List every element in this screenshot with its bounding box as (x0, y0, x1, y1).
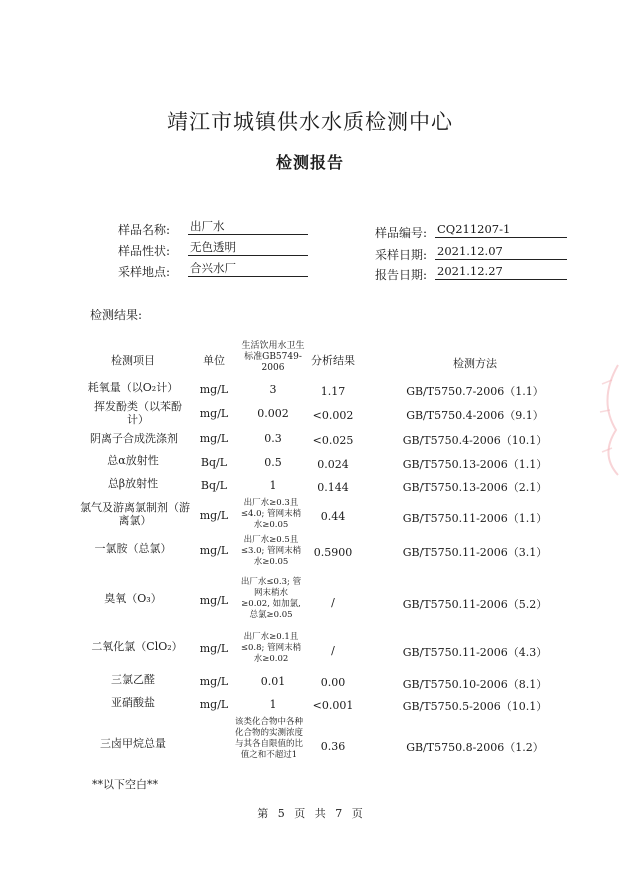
report-subtitle: 检测报告 (275, 153, 344, 172)
table-row-standard: 该类化合物中各种化合物的实测浓度与其各自限值的比值之和不超过1 (234, 717, 303, 760)
table-row-method: GB/T5750.11-2006（3.1） (402, 546, 548, 559)
table-row-method: GB/T5750.11-2006（4.3） (402, 646, 548, 659)
sample-date-label: 采样日期: (375, 248, 428, 262)
table-row-result: 0.5900 (313, 546, 353, 559)
table-row-result: <0.025 (312, 434, 354, 447)
table-row-method: GB/T5750.5-2006（10.1） (402, 700, 548, 713)
table-row-standard: 出厂水≥0.1且≤0.8; 管网末梢水≥0.02 (240, 632, 302, 664)
table-row-result: / (331, 644, 335, 657)
header-item: 检测项目 (111, 354, 155, 367)
table-row-unit: mg/L (199, 675, 229, 688)
table-row-result: 0.00 (320, 676, 346, 689)
table-row-standard: 0.01 (260, 675, 286, 688)
header-method: 检测方法 (453, 357, 497, 370)
table-row-item: 三氯乙醛 (111, 673, 155, 686)
table-row-standard: 0.5 (264, 456, 282, 469)
table-row-standard: 3 (269, 383, 277, 396)
table-row-unit: mg/L (199, 509, 229, 522)
table-row-standard: 0.3 (264, 432, 282, 445)
table-row-method: GB/T5750.11-2006（1.1） (402, 512, 548, 525)
table-row-result: 0.024 (317, 458, 349, 471)
table-row-unit: mg/L (199, 594, 229, 607)
page-title: 靖江市城镇供水水质检测中心 (167, 110, 453, 134)
table-row-unit: mg/L (199, 383, 229, 396)
table-row-result: 0.36 (320, 740, 346, 753)
header-unit: 单位 (203, 354, 225, 367)
table-row-method: GB/T5750.7-2006（1.1） (406, 385, 544, 398)
table-row-unit: mg/L (199, 432, 229, 445)
table-row-item: 挥发酚类（以苯酚计） (94, 400, 182, 426)
table-row-unit: mg/L (199, 407, 229, 420)
table-row-unit: mg/L (199, 544, 229, 557)
sample-name-label: 样品名称: (118, 223, 171, 237)
stamp-fragment (588, 360, 620, 480)
table-row-item: 亚硝酸盐 (111, 696, 155, 709)
table-row-item: 二氧化氯（ClO₂） (91, 640, 183, 653)
table-row-standard: 0.002 (257, 407, 289, 420)
table-row-method: GB/T5750.13-2006（1.1） (402, 458, 548, 471)
results-label: 检测结果: (90, 308, 143, 322)
table-row-item: 氯气及游离氯制剂（游离氯） (80, 501, 190, 527)
table-row-result: <0.002 (312, 409, 354, 422)
table-row-result: 1.17 (320, 385, 346, 398)
table-row-item: 臭氧（O₃） (104, 592, 162, 605)
table-row-method: GB/T5750.4-2006（10.1） (402, 434, 548, 447)
table-row-standard: 出厂水≥0.3且≤4.0; 管网末梢水≥0.05 (240, 498, 302, 530)
table-row-item: 总β放射性 (107, 477, 159, 490)
header-standard: 生活饮用水卫生标准GB5749-2006 (241, 341, 305, 373)
table-row-item: 耗氧量（以O₂计） (87, 381, 179, 394)
table-row-standard: 1 (269, 479, 277, 492)
table-row-standard: 出厂水≥0.5且≤3.0; 管网末梢水≥0.05 (240, 535, 302, 567)
table-row-method: GB/T5750.11-2006（5.2） (402, 598, 548, 611)
table-row-item: 一氯胺（总氯） (94, 542, 172, 555)
sample-no-value: CQ211207-1 (435, 222, 567, 238)
sample-date-value: 2021.12.07 (435, 244, 567, 260)
table-row-unit: mg/L (199, 642, 229, 655)
table-row-method: GB/T5750.10-2006（8.1） (402, 678, 548, 691)
table-row-unit: Bq/L (200, 479, 228, 492)
header-result: 分析结果 (311, 354, 355, 367)
table-row-method: GB/T5750.4-2006（9.1） (406, 409, 544, 422)
table-row-standard: 1 (269, 698, 277, 711)
table-row-method: GB/T5750.13-2006（2.1） (402, 481, 548, 494)
sample-state-value: 无色透明 (188, 240, 308, 256)
table-row-result: 0.44 (320, 510, 346, 523)
table-row-result: 0.144 (317, 481, 349, 494)
table-row-item: 总α放射性 (107, 454, 159, 467)
sample-state-label: 样品性状: (118, 244, 171, 258)
table-row-item: 三卤甲烷总量 (100, 737, 166, 750)
table-row-item: 阴离子合成洗涤剂 (90, 432, 178, 445)
table-row-standard: 出厂水≤0.3; 管网末梢水≥0.02, 如加氯, 总氯≥0.05 (240, 577, 302, 620)
table-row-unit: mg/L (199, 698, 229, 711)
table-row-unit: Bq/L (200, 456, 228, 469)
sample-name-value: 出厂水 (188, 219, 308, 235)
sample-site-value: 合兴水厂 (188, 261, 308, 277)
sample-site-label: 采样地点: (118, 265, 171, 279)
end-note: **以下空白** (92, 778, 158, 791)
report-date-label: 报告日期: (375, 268, 428, 282)
report-date-value: 2021.12.27 (435, 264, 567, 280)
table-row-result: <0.001 (312, 699, 354, 712)
table-row-method: GB/T5750.8-2006（1.2） (406, 741, 544, 754)
sample-no-label: 样品编号: (375, 226, 428, 240)
page-number: 第 5 页 共 7 页 (257, 807, 363, 820)
table-row-result: / (331, 596, 335, 609)
